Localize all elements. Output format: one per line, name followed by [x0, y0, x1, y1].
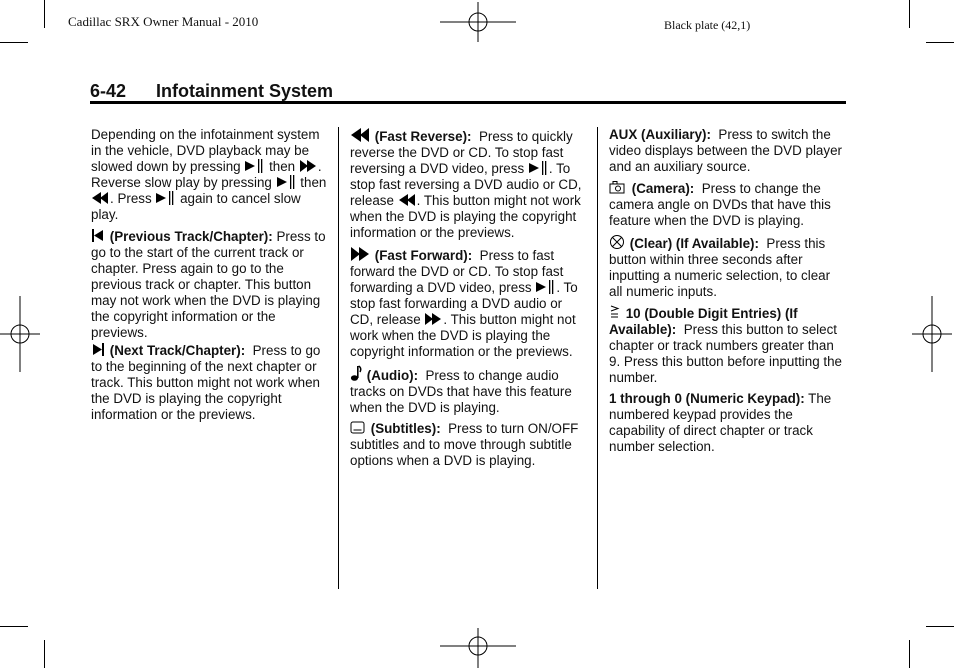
paragraph-previous-track: (Previous Track/Chapter): Press to go to the start of the current track or chapter. Press again to go to the previous track or chapter. This button may not work when the DVD is playing the copyright information or the previews.: [91, 229, 326, 340]
paragraph-fast-forward: (Fast Forward): Press to fast forward the DVD or CD. To stop fast forwarding a DVD video, press . To stop fast forwarding a DVD audio or CD, release . This button might not work when the DVD is playing the copyright information or the previews.: [350, 248, 578, 359]
registration-mark-top: [440, 2, 516, 42]
title-rule: [90, 101, 846, 104]
section-heading: [90, 81, 333, 102]
camera-icon: [609, 180, 627, 195]
manual-title: Cadillac SRX Owner Manual - 2010: [68, 14, 259, 29]
fast-forward-icon: [350, 246, 370, 262]
fast-reverse-icon: [398, 193, 416, 207]
play-pause-icon: [535, 280, 555, 294]
registration-mark-left: [0, 296, 40, 372]
registration-mark-bottom: [440, 628, 516, 668]
previous-track-icon: [91, 228, 105, 243]
paragraph-slow-play: Depending on the infotainment system in the vehicle, DVD playback may be slowed down by pressing then . Reverse slow play by pressing then . Press again to cancel slow play.: [91, 127, 327, 222]
paragraph-aux: AUX (Auxiliary): Press to switch the video displays between the DVD player and an auxiliary source.: [609, 127, 842, 174]
double-digit-label: 10 (Double Digit Entries) (If Available):: [609, 306, 798, 337]
audio-note-icon: [350, 365, 362, 382]
aux-label: AUX (Auxiliary):: [609, 127, 711, 142]
paragraph-fast-reverse: (Fast Reverse): Press to quickly reverse the DVD or CD. To stop fast reversing a DVD video, press . To stop fast reversing a DVD audio or CD, release . This button might not work when the DVD is playing the copyright information or the previews.: [350, 129, 582, 240]
next-track-label: (Next Track/Chapter):: [109, 343, 246, 358]
paragraph-double-digit: 10 (Double Digit Entries) (If Available): Press this button to select chapter or track numbers greater than 9. Press this button before inputting the number.: [609, 306, 842, 385]
audio-label: (Audio):: [366, 368, 419, 383]
section-title: Infotainment System: [156, 81, 334, 101]
column-2: [350, 127, 588, 474]
column-divider: [597, 127, 598, 589]
page-number: 6-42: [90, 81, 127, 101]
paragraph-audio: (Audio): Press to change audio tracks on DVDs that have this feature when the DVD is playing.: [350, 365, 588, 416]
play-pause-icon: [244, 159, 264, 173]
fast-forward-icon: [424, 312, 442, 326]
column-3: [609, 127, 847, 460]
clear-icon: [609, 234, 625, 250]
play-pause-icon: [155, 191, 175, 205]
camera-label: (Camera):: [631, 181, 695, 196]
play-pause-icon: [528, 161, 548, 175]
subtitles-icon: [350, 421, 366, 435]
fast-forward-icon: [299, 159, 317, 173]
next-track-icon: [91, 342, 105, 357]
subtitles-label: (Subtitles):: [370, 421, 441, 436]
fast-reverse-icon: [91, 191, 109, 205]
column-1: [91, 127, 327, 428]
double-digit-icon: [609, 305, 621, 320]
paragraph-numeric-keypad: 1 through 0 (Numeric Keypad): The numbered keypad provides the capability of direct chapter or track number selection.: [609, 391, 832, 454]
fast-reverse-label: (Fast Reverse):: [374, 129, 472, 144]
plate-label: Black plate (42,1): [664, 18, 751, 32]
numeric-keypad-label: 1 through 0 (Numeric Keypad):: [609, 391, 805, 406]
column-divider: [338, 127, 339, 589]
fast-reverse-icon: [350, 127, 370, 143]
paragraph-camera: (Camera): Press to change the camera angle on DVDs that have this feature when the DVD is playing.: [609, 181, 831, 228]
fast-forward-label: (Fast Forward):: [374, 248, 473, 263]
clear-label: (Clear) (If Available):: [629, 236, 759, 251]
paragraph-next-track: (Next Track/Chapter): Press to go to the beginning of the next chapter or track. This button might not work when the DVD is playing the copyright information or the previews.: [91, 343, 321, 422]
previous-track-label: (Previous Track/Chapter):: [109, 229, 273, 244]
paragraph-subtitles: (Subtitles): Press to turn ON/OFF subtitles and to move through subtitle options when a DVD is playing.: [350, 421, 579, 468]
play-pause-icon: [276, 175, 296, 189]
registration-mark-right: [912, 296, 952, 372]
paragraph-clear: (Clear) (If Available): Press this button within three seconds after inputting a numeric selection, to clear all numeric inputs.: [609, 236, 831, 299]
